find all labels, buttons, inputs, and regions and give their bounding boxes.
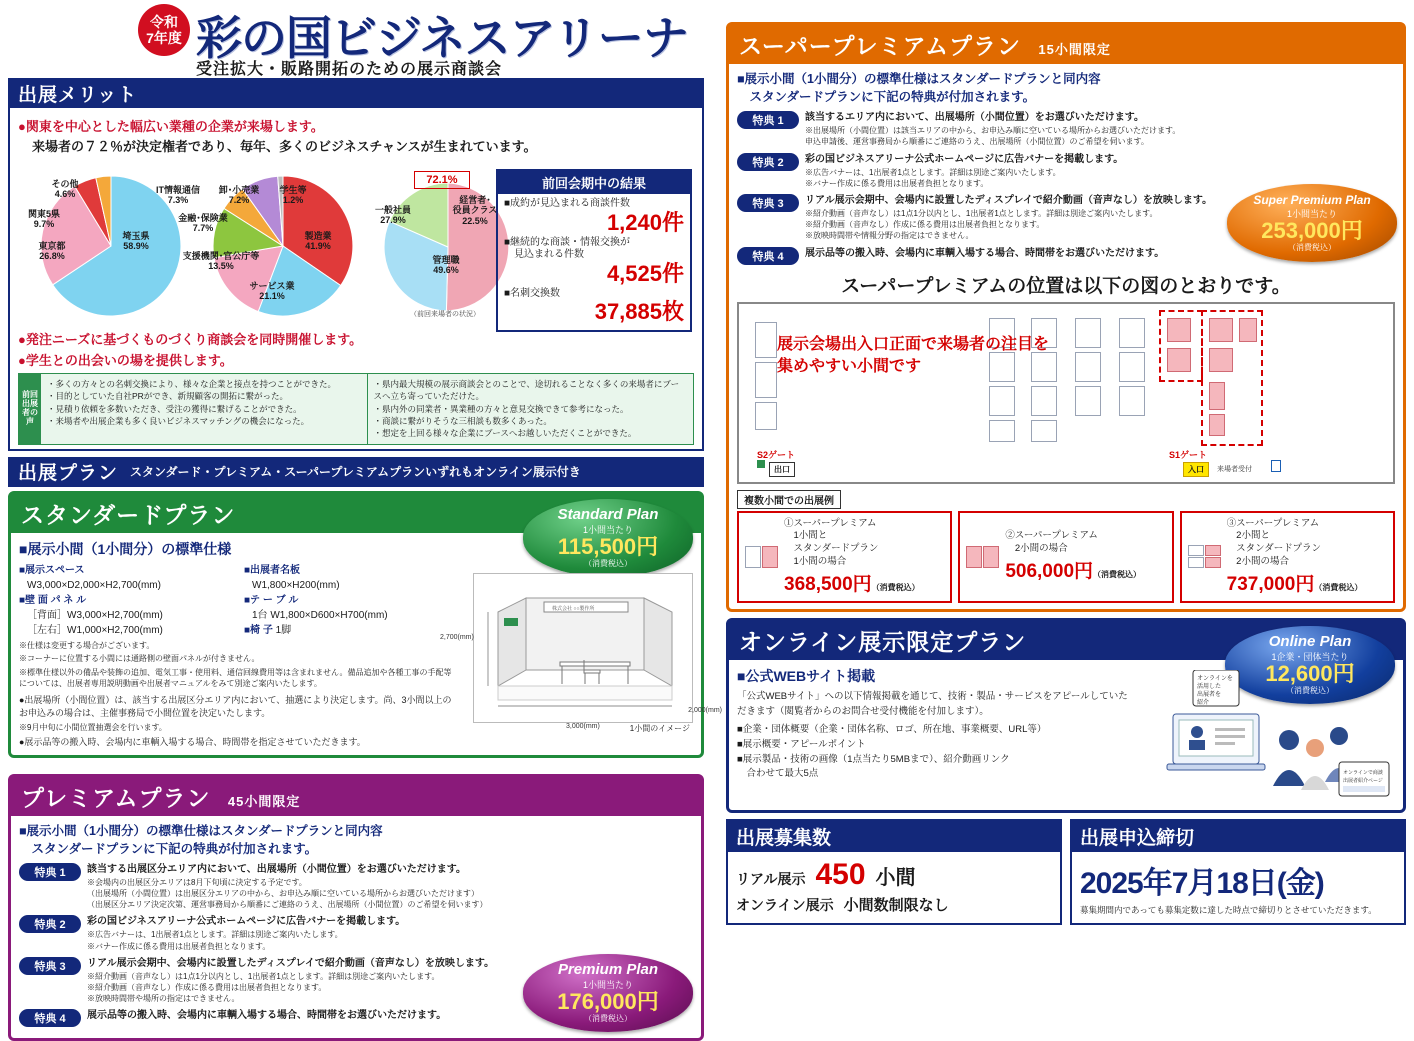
tokuten-note: ※紹介動画（音声なし）作成に係る費用は出展者負担となります。 bbox=[87, 983, 327, 993]
standard-spec-title: ■展示小間（1小間分）の標準仕様 bbox=[19, 540, 232, 557]
deadline-box bbox=[1070, 819, 1406, 925]
example-1-diagram bbox=[745, 546, 778, 568]
tokuten-note: ※放映時間帯や情報分野の指定はできません。 bbox=[805, 231, 974, 241]
reiwa-badge bbox=[138, 4, 190, 56]
merits-box bbox=[8, 108, 704, 451]
premium-badge-name: Premium Plan bbox=[557, 961, 659, 979]
result-value-1: 1,240件 bbox=[606, 209, 684, 235]
results-header: 前回会期中の結果 bbox=[498, 171, 690, 194]
map-message: 展示会場出入口正面で来場者の注目を 集めやすい小間です bbox=[777, 335, 1050, 375]
section-header-merits bbox=[8, 78, 704, 108]
map-stall bbox=[755, 402, 777, 430]
online-section-title: ■公式WEBサイト掲載 bbox=[737, 667, 876, 684]
spec-value: ［左右］W1,000×H2,700(mm) bbox=[27, 624, 163, 636]
recruit-online-label: オンライン展示 bbox=[736, 896, 834, 913]
result-label-3: ■名刺交換数 bbox=[504, 287, 561, 299]
online-badge-price: 12,600円 bbox=[1265, 660, 1355, 686]
svg-text:活用した: 活用した bbox=[1197, 683, 1222, 690]
voices-tag: 前回出展者の声 bbox=[19, 374, 41, 444]
pie-label-it: IT情報通信 7.3% bbox=[156, 185, 200, 206]
sp-tokuten-2 bbox=[737, 153, 1395, 189]
tokuten-main: リアル展示会期中、会場内に設置したディスプレイで紹介動画（音声なし）を放映します。 bbox=[805, 195, 1213, 206]
tokuten-note: 申込申請後、運営事務局から順番にご連絡のうえ、出展場所（小間位置）のご希望を伺います。 bbox=[805, 137, 1149, 147]
example-3-price-tax: （消費税込） bbox=[1314, 582, 1363, 592]
svg-text:株式会社 ○○製作所: 株式会社 ○○製作所 bbox=[552, 605, 595, 612]
example-1-title: ①スーパープレミアム 1小間と スタンダードプラン 1小間の場合 bbox=[784, 517, 879, 567]
tokuten-main: 該当するエリア内において、出展場所（小間位置）をお選びいただけます。 bbox=[805, 112, 1144, 124]
voice-item: ・県内外の同業者・異業種の方々と意見交換できて参考になった。 bbox=[373, 403, 629, 414]
tokuten-badge: 特典 4 bbox=[19, 1009, 81, 1027]
result-value-3: 37,885枚 bbox=[594, 299, 684, 324]
map-stall bbox=[1075, 318, 1101, 348]
svg-text:オンラインを: オンラインを bbox=[1197, 675, 1233, 682]
online-badge-name: Online Plan bbox=[1268, 632, 1352, 650]
map-highlight-left bbox=[1159, 310, 1203, 382]
standard-badge-tax: （消費税込） bbox=[584, 558, 632, 568]
recruit-online-value: 小間数制限なし bbox=[843, 896, 949, 914]
tokuten-badge: 特典 3 bbox=[19, 957, 81, 975]
tokuten-note: ※紹介動画（音声なし）作成に係る費用は出展者負担となります。 bbox=[805, 220, 1045, 230]
map-stall bbox=[1119, 318, 1145, 348]
voices-right bbox=[367, 374, 694, 444]
booth-dim-height: 2,700(mm) bbox=[440, 633, 474, 641]
pie-label-tokyo: 東京都 26.8% bbox=[38, 241, 66, 262]
example-card-3 bbox=[1180, 511, 1395, 603]
spec-value: ［背面］W3,000×H2,700(mm) bbox=[27, 609, 163, 621]
restroom-icon bbox=[1271, 460, 1281, 472]
sp-badge-price: 253,000円 bbox=[1261, 217, 1363, 243]
pie-label-manager: 管理職 49.6% bbox=[432, 255, 460, 276]
tokuten-badge: 特典 2 bbox=[19, 915, 81, 933]
pie-label-executive: 経営者･ 役員クラス 22.5% bbox=[452, 195, 498, 226]
example-cell-standard bbox=[1188, 557, 1204, 568]
svg-text:オンラインで商談: オンラインで商談 bbox=[1343, 769, 1383, 776]
tokuten-note: ※バナー作成に係る費用は出展者負担となります。 bbox=[87, 941, 271, 951]
spec-value: 1台 W1,800×D600×H700(mm) bbox=[252, 609, 388, 621]
spec-label: ■椅 子 bbox=[244, 624, 273, 636]
chart-source-note: （前回来場者の状況） bbox=[410, 311, 480, 318]
premium-badge-price: 176,000円 bbox=[557, 989, 659, 1015]
map-stall bbox=[755, 322, 777, 358]
venue-map bbox=[737, 302, 1395, 484]
annotation-721: 72.1% bbox=[426, 174, 458, 186]
pie-label-staff: 一般社員 27.9% bbox=[374, 205, 411, 226]
spec-label: ■出展者名板 bbox=[244, 564, 301, 576]
recruit-count-header: 出展募集数 bbox=[728, 821, 1060, 852]
spec-value: W3,000×D2,000×H2,700(mm) bbox=[27, 579, 161, 591]
tokuten-main: 彩の国ビジネスアリーナ公式ホームページに広告バナーを掲載します。 bbox=[87, 916, 406, 928]
example-card-2 bbox=[958, 511, 1173, 603]
example-cell-super bbox=[983, 546, 999, 568]
gate-s2-label: S2ゲート bbox=[757, 449, 796, 460]
tokuten-note: ※紹介動画（音声なし）は1点1分以内とし、1出展者1点とします。詳細は別途ご案内いたします。 bbox=[805, 209, 1158, 218]
examples-header: 複数小間での出展例 bbox=[737, 490, 841, 509]
tokuten-badge: 特典 1 bbox=[19, 863, 81, 881]
recruit-real-label: リアル展示 bbox=[736, 870, 806, 887]
premium-badge-tax: （消費税込） bbox=[584, 1014, 632, 1024]
super-premium-title: スーパープレミアムプラン bbox=[739, 33, 1022, 59]
recruit-row-online bbox=[736, 894, 1052, 915]
merit-bullet-1: ●関東を中心とした幅広い業種の企業が来場します。 bbox=[18, 119, 324, 134]
premium-tokuten-2 bbox=[19, 915, 693, 951]
bottom-row bbox=[726, 819, 1406, 925]
merit-bullet-2: ●発注ニーズに基づくものづくり商談会を同時開催します。 bbox=[18, 332, 363, 347]
plans-bar-title: 出展プラン bbox=[18, 463, 119, 485]
premium-price-badge bbox=[523, 954, 693, 1032]
examples-row bbox=[737, 511, 1395, 603]
merit-bullet-1-sub: 来場者の７２％が決定権者であり、毎年、多くのビジネスチャンスが生まれています。 bbox=[32, 139, 537, 154]
booth-illustration bbox=[440, 573, 722, 733]
online-item: ■展示製品・技術の画像（1点当たり5MBまで）、紹介動画リンク bbox=[737, 753, 1010, 765]
pie-label-kanto5: 関東5県 9.7% bbox=[27, 209, 60, 230]
voice-item: ・県内最大規模の展示商談会とのことで、途切れることなく多くの来場者にブースへ立ち寄っていただけた。 bbox=[373, 379, 680, 402]
recruit-row-real bbox=[736, 858, 1052, 892]
online-badge-unit: 1企業・団体当たり bbox=[1271, 651, 1349, 662]
map-stall bbox=[1031, 386, 1057, 416]
tokuten-note: ※紹介動画（音声なし）は1点1分以内とし、1出展者1点とします。詳細は別途ご案内いたします。 bbox=[87, 971, 440, 981]
example-1-price bbox=[784, 569, 920, 596]
deadline-note: 募集期間内であっても募集定数に達した時点で締切りとさせていただきます。 bbox=[1080, 904, 1377, 915]
map-stall bbox=[1119, 352, 1145, 382]
example-2-price bbox=[1005, 556, 1141, 583]
reiwa-line2: 7年度 bbox=[146, 30, 182, 46]
svg-text:紹介: 紹介 bbox=[1197, 699, 1210, 706]
premium-plan-limit: 45小間限定 bbox=[227, 793, 301, 809]
tokuten-main: 展示品等の搬入時、会場内に車輌入場する場合、時間帯をお選びいただけます。 bbox=[87, 1010, 447, 1022]
recruit-real-value: 450 bbox=[815, 857, 866, 891]
tokuten-note: （出展場所（小間位置）は出展区分エリアの中から、お申込み順に空いている場所からお選びいただけます） bbox=[87, 889, 479, 899]
reiwa-line1: 令和 bbox=[150, 13, 178, 30]
plans-bar-sub: スタンダード・プレミアム・スーパープレミアムプランいずれもオンライン展示付き bbox=[130, 465, 581, 480]
pie-label-students: 学生等 1.2% bbox=[279, 185, 307, 206]
right-column bbox=[718, 0, 1414, 1000]
tokuten-main: 彩の国ビジネスアリーナ公式ホームページに広告バナーを掲載します。 bbox=[805, 153, 1124, 165]
premium-plan-header bbox=[11, 777, 701, 816]
spec-value: 1脚 bbox=[275, 624, 292, 636]
pie-label-other: その他 4.6% bbox=[51, 179, 79, 200]
standard-plan-card bbox=[8, 491, 722, 758]
pie-label-saitama: 埼玉県 58.9% bbox=[122, 231, 150, 252]
map-stall bbox=[1119, 386, 1145, 416]
recruit-real-unit: 小間 bbox=[875, 866, 916, 889]
standard-badge-price: 115,500円 bbox=[557, 533, 659, 559]
pie-label-wholesale: 卸･小売業 7.2% bbox=[218, 185, 260, 206]
result-label-2: ■継続的な商談・情報交換が 見込まれる件数 bbox=[504, 236, 631, 260]
tokuten-note: （出展区分エリア決定次第、運営事務局から順番にご連絡のうえ、出展場所（小間位置）のご希望を伺います） bbox=[87, 900, 488, 910]
tokuten-main: 該当する出展区分エリア内において、出展場所（小間位置）をお選びいただけます。 bbox=[87, 863, 466, 875]
page-subtitle: 受注拡大・販路開拓のための展示商談会 bbox=[196, 61, 503, 78]
premium-lead-1: ■展示小間（1小間分）の標準仕様はスタンダードプランと同内容 bbox=[19, 823, 383, 838]
result-value-2: 4,525件 bbox=[606, 260, 684, 286]
pie-label-support: 支援機関･官公庁等 13.5% bbox=[182, 251, 260, 272]
tokuten-badge: 特典 2 bbox=[737, 153, 799, 171]
merit-bullet-3: ●学生との出会いの場を提供します。 bbox=[18, 353, 233, 368]
example-2-price-value: 506,000円 bbox=[1005, 561, 1094, 582]
pie-label-service: サービス業 21.1% bbox=[249, 281, 295, 302]
example-3-price bbox=[1227, 569, 1363, 596]
example-cell-super bbox=[1205, 545, 1221, 556]
tokuten-note: ※広告バナーは、1出展者1点とします。詳細は別途ご案内いたします。 bbox=[87, 930, 343, 940]
sp-lead-2: スタンダードプランに下記の特典が付加されます。 bbox=[737, 90, 1036, 105]
premium-plan-title: プレミアムプラン bbox=[21, 784, 211, 811]
standard-bullet-3: ●展示品等の搬入時、会場内に車輌入場する場合、時間帯を指定させていただきます。 bbox=[19, 736, 366, 747]
tokuten-badge: 特典 3 bbox=[737, 194, 799, 212]
super-premium-header bbox=[729, 25, 1403, 64]
premium-tokuten-1 bbox=[19, 863, 693, 911]
voices-box bbox=[18, 373, 694, 445]
super-premium-card bbox=[726, 22, 1406, 612]
tokuten-note: ※会場内の出展区分エリアは8月下旬頃に決定する予定です。 bbox=[87, 877, 307, 887]
standard-plan-header: スタンダードプラン bbox=[11, 494, 701, 533]
online-plan-header: オンライン展示限定プラン bbox=[729, 621, 1403, 660]
sp-badge-name: Super Premium Plan bbox=[1253, 192, 1371, 207]
example-card-1 bbox=[737, 511, 952, 603]
example-1-price-value: 368,500円 bbox=[784, 573, 872, 595]
example-cell-super bbox=[966, 546, 982, 568]
booth-dim-depth: 2,000(mm) bbox=[688, 706, 722, 714]
booth-dim-width: 3,000(mm) bbox=[566, 722, 600, 730]
tokuten-badge: 特典 1 bbox=[737, 111, 799, 129]
map-stall bbox=[1075, 386, 1101, 416]
tokuten-note: ※放映時間帯や場所の指定はできません。 bbox=[87, 994, 240, 1004]
online-item: ■企業・団体概要（企業・団体名称、ロゴ、所在地、事業概要、URL等） bbox=[737, 724, 1047, 736]
online-item: ■展示概要・アピールポイント bbox=[737, 738, 866, 750]
standard-note-3: ※標準仕様以外の備品や装飾の追加、電気工事・使用料、通信回線費用等は含まれません。備品追加や各種工事の手配等については、出展者専用説明動画や出展者マニュアルをみて別途ご案内いたします。 bbox=[19, 667, 452, 689]
entrance-label: 入口 bbox=[1183, 462, 1209, 477]
standard-badge-name: Standard Plan bbox=[557, 505, 659, 523]
example-3-title: ③スーパープレミアム 2小間と スタンダードプラン 2小間の場合 bbox=[1226, 517, 1321, 567]
online-plan-card bbox=[726, 618, 1406, 813]
example-cell-super bbox=[1205, 557, 1221, 568]
gate-s1-label: S1ゲート bbox=[1169, 449, 1208, 460]
example-cell-standard bbox=[1188, 545, 1204, 556]
example-2-price-tax: （消費税込） bbox=[1093, 570, 1142, 579]
sp-badge-unit: 1小間当たり bbox=[1286, 208, 1337, 219]
recruit-count-box bbox=[726, 819, 1062, 925]
map-stall bbox=[755, 362, 777, 398]
tokuten-main: 展示品等の搬入時、会場内に車輌入場する場合、時間帯をお選びいただけます。 bbox=[805, 247, 1165, 259]
pie-label-finance: 金融･保険業 7.7% bbox=[178, 213, 228, 234]
sp-tokuten-1 bbox=[737, 111, 1395, 147]
example-2-title: ②スーパープレミアム 2小間の場合 bbox=[1005, 530, 1098, 555]
voice-item: ・商談に繋がりそうな三相談も数多くあった。 bbox=[373, 415, 552, 426]
example-1-price-tax: （消費税込） bbox=[871, 582, 920, 592]
standard-badge-unit: 1小間当たり bbox=[582, 524, 633, 535]
section-header-plans bbox=[8, 457, 704, 487]
svg-text:出展者を: 出展者を bbox=[1197, 691, 1222, 698]
super-premium-limit: 15小間限定 bbox=[1038, 42, 1111, 57]
map-stall bbox=[989, 386, 1015, 416]
voice-item: ・多くの方々との名刺交換により、様々な企業と接点を持つことができた。 bbox=[47, 379, 337, 389]
voice-item: ・想定を上回る様々な企業にブースへお越しいただくことができた。 bbox=[373, 428, 637, 439]
spec-label: ■展示スペース bbox=[19, 564, 85, 576]
merits-bar-label: 出展メリット bbox=[18, 84, 138, 106]
tokuten-note: ※出展場所（小間位置）は該当エリアの中から、お申込み順に空いている場所からお選びいただけます。 bbox=[805, 126, 1181, 136]
map-stall bbox=[1031, 420, 1057, 442]
standard-bullet-1: ●出展場所（小間位置）は、該当する出展区分エリア内において、抽選により決定します。尚、3小間以上のお申込みの場合は、主催事務局で小間位置を決定いたします。 bbox=[19, 694, 452, 718]
sp-lead-1: ■展示小間（1小間分）の標準仕様はスタンダードプランと同内容 bbox=[737, 72, 1101, 86]
example-cell-standard bbox=[745, 546, 761, 568]
tokuten-badge: 特典 4 bbox=[737, 247, 799, 265]
map-title: スーパープレミアムの位置は以下の図のとおりです。 bbox=[841, 275, 1291, 297]
voice-item: ・目的としていた自社PRができ、新規顧客の開拓に繋がった。 bbox=[47, 391, 288, 402]
tokuten-note: ※バナー作成に係る費用は出展者負担となります。 bbox=[805, 178, 989, 188]
standard-note-1: ※仕様は変更する場合がございます。 bbox=[19, 640, 155, 650]
spec-label: ■壁 面 パ ネ ル bbox=[19, 594, 87, 606]
example-cell-super bbox=[762, 546, 778, 568]
voice-item: ・見積り依頼を多数いただき、受注の獲得に繋げることができた。 bbox=[47, 403, 302, 414]
online-body-text: 「公式WEBサイト」への以下情報掲載を通じて、技術・製品・サービスをアピールしていただきます（閲覧者からのお問合せ受付機能を付加します）。 bbox=[737, 690, 1128, 717]
standard-price-badge bbox=[523, 499, 693, 577]
map-highlight-right bbox=[1201, 310, 1263, 446]
booth-caption: 1小間のイメージ bbox=[629, 723, 690, 733]
page-title: 彩の国ビジネスアリーナ bbox=[196, 12, 688, 64]
reception-label: 来場者受付 bbox=[1217, 465, 1252, 473]
charts-area bbox=[18, 157, 694, 327]
tokuten-note: ※広告バナーは、1出展者1点とします。詳細は別途ご案内いたします。 bbox=[805, 167, 1061, 177]
premium-badge-unit: 1小間当たり bbox=[582, 980, 633, 991]
deadline-header: 出展申込締切 bbox=[1072, 821, 1404, 852]
premium-plan-card bbox=[8, 774, 704, 1041]
deadline-date: 2025年7月18日(金) bbox=[1080, 866, 1324, 900]
poster-title-block bbox=[0, 0, 712, 78]
voices-left bbox=[41, 374, 367, 444]
pie-label-manufacturing: 製造業 41.9% bbox=[304, 231, 332, 252]
premium-lead-2: スタンダードプランに下記の特典が付加されます。 bbox=[19, 841, 318, 856]
results-box bbox=[496, 169, 692, 332]
exit-arrow-icon bbox=[757, 460, 765, 468]
example-2-diagram bbox=[966, 546, 999, 568]
sp-badge-tax: （消費税込） bbox=[1288, 242, 1336, 252]
example-3-diagram bbox=[1188, 545, 1221, 568]
spec-value: W1,800×H200(mm) bbox=[252, 579, 340, 591]
map-stall bbox=[1075, 352, 1101, 382]
online-illustration bbox=[1163, 670, 1393, 810]
tokuten-main: リアル展示会期中、会場内に設置したディスプレイで紹介動画（音声なし）を放映します。 bbox=[87, 957, 495, 969]
example-3-price-value: 737,000円 bbox=[1226, 573, 1315, 595]
super-premium-price-badge bbox=[1227, 184, 1397, 262]
exit-label: 出口 bbox=[769, 462, 795, 477]
spec-label: ■テ ー ブ ル bbox=[244, 594, 299, 606]
svg-text:出展者紹介ページ: 出展者紹介ページ bbox=[1343, 777, 1383, 784]
standard-bullet-2: ※9月中旬に小間位置抽選会を行います。 bbox=[19, 723, 167, 733]
standard-note-2: ※コーナーに位置する小間には通路側の壁面パネルが付きません。 bbox=[19, 654, 260, 664]
voice-item: ・来場者や出展企業も多く良いビジネスマッチングの機会になった。 bbox=[47, 415, 310, 426]
online-item: 合わせて最大5点 bbox=[737, 768, 819, 780]
result-label-1: ■成約が見込まれる商談件数 bbox=[504, 198, 631, 209]
map-stall bbox=[989, 420, 1015, 442]
online-badge-tax: （消費税込） bbox=[1286, 685, 1334, 695]
